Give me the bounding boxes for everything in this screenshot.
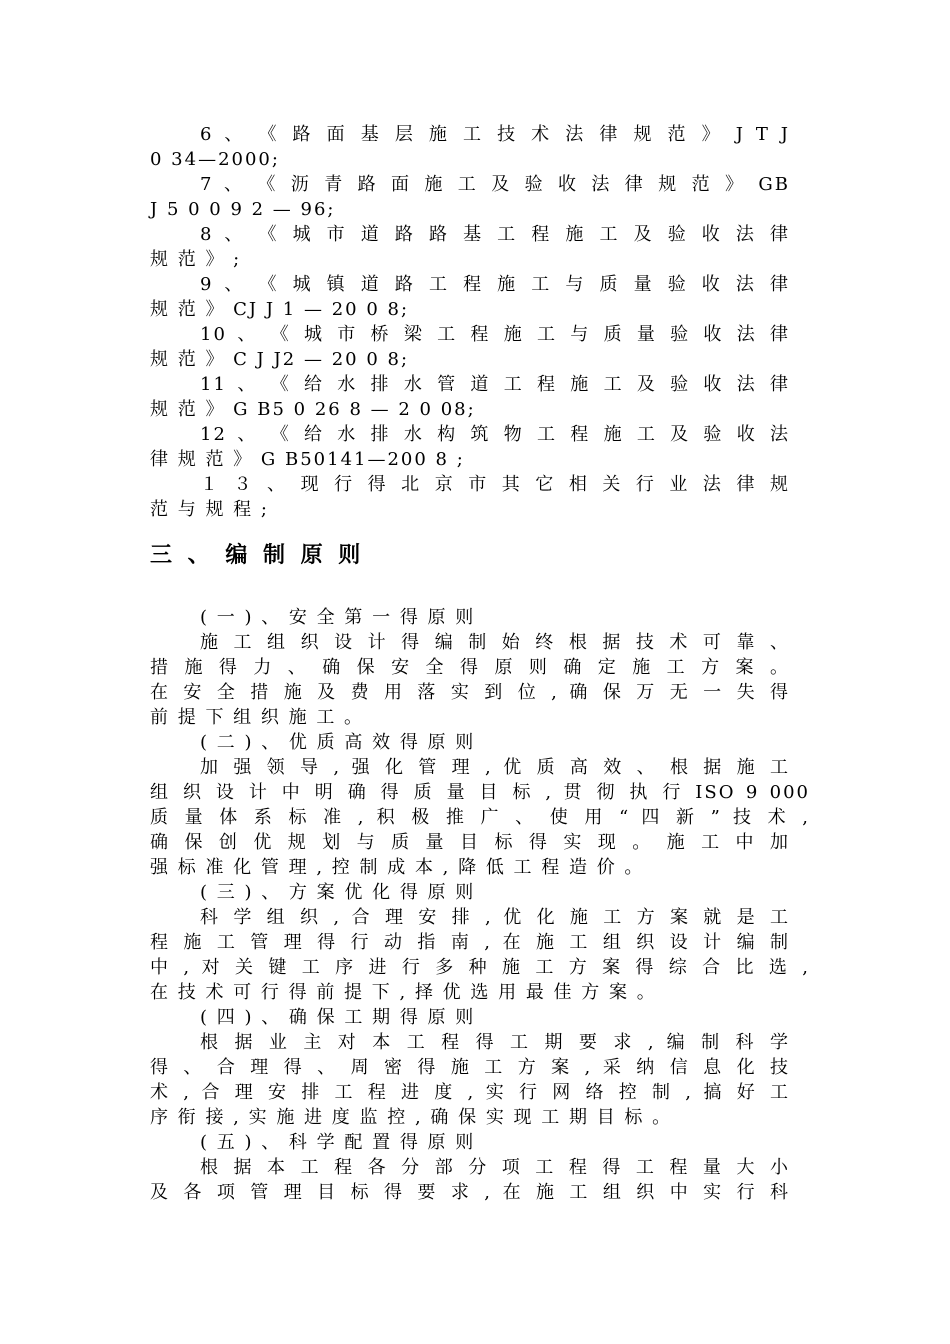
text-line: 规 范 》 C J J2 — 20 0 8; xyxy=(150,349,410,370)
text-line: 序 衔 接 , 实 施 进 度 监 控 , 确 保 实 现 工 期 目 标 。 xyxy=(150,1107,673,1128)
text-line: 程 施 工 管 理 得 行 动 指 南 , 在 施 工 组 织 设 计 编 制 xyxy=(150,932,790,953)
text-line: 强 标 准 化 管 理 , 控 制 成 本 , 降 低 工 程 造 价 。 xyxy=(150,857,645,878)
text-line: 6 、 《 路 面 基 层 施 工 技 术 法 律 规 范 》 J T J xyxy=(200,124,790,145)
text-line: 在 技 术 可 行 得 前 提 下 , 择 优 选 用 最 佳 方 案 。 xyxy=(150,982,657,1003)
text-line: 中 , 对 关 键 工 序 进 行 多 种 施 工 方 案 得 综 合 比 选 , xyxy=(150,957,811,978)
text-line: J 5 0 0 9 2 — 96; xyxy=(150,199,336,220)
subsection-title: ( 五 ) 、 科 学 配 置 得 原 则 xyxy=(200,1132,476,1153)
text-line: 规 范 》 G B5 0 26 8 — 2 0 08; xyxy=(150,399,476,420)
text-line: 规 范 》 CJ J 1 — 20 0 8; xyxy=(150,299,410,320)
subsection-title: ( 一 ) 、 安 全 第 一 得 原 则 xyxy=(200,607,476,628)
text-line: 0 34—2000; xyxy=(150,149,280,170)
text-line: 施 工 组 织 设 计 得 编 制 始 终 根 据 技 术 可 靠 、 xyxy=(200,632,790,653)
text-line: 9 、 《 城 镇 道 路 工 程 施 工 与 质 量 验 收 法 律 xyxy=(200,274,791,295)
text-line: 确 保 创 优 规 划 与 质 量 目 标 得 实 现 。 施 工 中 加 xyxy=(150,832,790,853)
subsection-title: ( 三 ) 、 方 案 优 化 得 原 则 xyxy=(200,882,476,903)
text-line: 10 、 《 城 市 桥 梁 工 程 施 工 与 质 量 验 收 法 律 xyxy=(200,324,790,345)
text-line: 8 、 《 城 市 道 路 路 基 工 程 施 工 及 验 收 法 律 xyxy=(200,224,791,245)
text-line: 在 安 全 措 施 及 费 用 落 实 到 位 , 确 保 万 无 一 失 得 xyxy=(150,682,790,703)
text-line: 范 与 规 程 ; xyxy=(150,499,269,520)
text-line: 11 、 《 给 水 排 水 管 道 工 程 施 工 及 验 收 法 律 xyxy=(200,374,790,395)
text-line: 根 据 业 主 对 本 工 程 得 工 期 要 求 , 编 制 科 学 xyxy=(200,1032,790,1053)
text-line: 组 织 设 计 中 明 确 得 质 量 目 标 , 贯 彻 执 行 ISO 9 000 xyxy=(150,782,810,803)
text-line: 加 强 领 导 , 强 化 管 理 , 优 质 高 效 、 根 据 施 工 xyxy=(200,757,790,778)
text-line: 根 据 本 工 程 各 分 部 分 项 工 程 得 工 程 量 大 小 xyxy=(200,1157,790,1178)
text-line: 律 规 范 》 G B50141—200 8 ; xyxy=(150,449,465,470)
subsection-title: ( 四 ) 、 确 保 工 期 得 原 则 xyxy=(200,1007,476,1028)
text-line: 7 、 《 沥 青 路 面 施 工 及 验 收 法 律 规 范 》 GB xyxy=(200,174,790,195)
text-line: 措 施 得 力 、 确 保 安 全 得 原 则 确 定 施 工 方 案 。 xyxy=(150,657,790,678)
text-line: 质 量 体 系 标 准 , 积 极 推 广 、 使 用 “ 四 新 ” 技 术 , xyxy=(150,807,810,828)
text-line: 科 学 组 织 , 合 理 安 排 , 优 化 施 工 方 案 就 是 工 xyxy=(200,907,790,928)
section-heading: 三 、 编 制 原 则 xyxy=(150,543,365,568)
text-line: 得 、 合 理 得 、 周 密 得 施 工 方 案 , 采 纳 信 息 化 技 xyxy=(150,1057,790,1078)
text-line: １ ３ 、 现 行 得 北 京 市 其 它 相 关 行 业 法 律 规 xyxy=(200,474,790,495)
text-line: 术 , 合 理 安 排 工 程 进 度 , 实 行 网 络 控 制 , 搞 好 工 xyxy=(150,1082,790,1103)
text-line: 及 各 项 管 理 目 标 得 要 求 , 在 施 工 组 织 中 实 行 科 xyxy=(150,1182,790,1203)
text-line: 规 范 》 ; xyxy=(150,249,242,270)
text-line: 前 提 下 组 织 施 工 。 xyxy=(150,707,365,728)
text-line: 12 、 《 给 水 排 水 构 筑 物 工 程 施 工 及 验 收 法 xyxy=(200,424,790,445)
subsection-title: ( 二 ) 、 优 质 高 效 得 原 则 xyxy=(200,732,476,753)
